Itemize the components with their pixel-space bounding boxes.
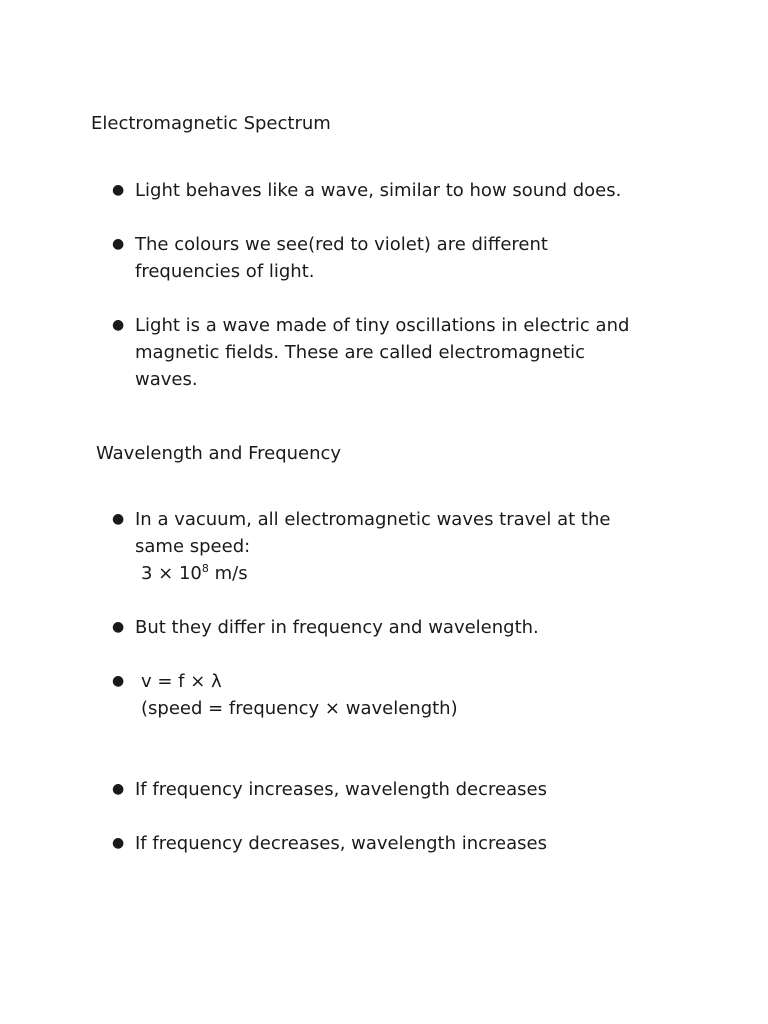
bullet-icon: ●: [112, 619, 125, 635]
list-item: [0, 830, 768, 857]
speed-of-light-value: [135, 560, 658, 587]
bullet-icon: ●: [112, 835, 125, 851]
list-item-text: But they differ in frequency and wavelength.: [135, 617, 539, 638]
bullet-icon: ●: [112, 511, 125, 527]
section-heading-electromagnetic-spectrum: Electromagnetic Spectrum: [91, 113, 331, 134]
list-item: [0, 506, 768, 587]
list-item: [0, 177, 768, 204]
wave-equation-explanation: (speed = frequency × wavelength): [141, 698, 458, 719]
list-item: [0, 668, 768, 722]
list-item-text: In a vacuum, all electromagnetic waves travel at the: [135, 509, 611, 530]
list-item-text: The colours we see(red to violet) are different: [135, 234, 548, 255]
section-heading-wavelength-frequency: Wavelength and Frequency: [96, 443, 342, 464]
list-item-text: waves.: [135, 369, 198, 390]
list-item-text: magnetic fields. These are called electromagnetic: [135, 342, 585, 363]
list-item-text: If frequency decreases, wavelength increases: [135, 833, 547, 854]
bullet-icon: ●: [112, 236, 125, 252]
speed-base: 3 × 10: [141, 563, 202, 584]
list-item-text: same speed:: [135, 536, 251, 557]
list-item-text: If frequency increases, wavelength decreases: [135, 779, 547, 800]
bullet-list-wavelength-frequency: [0, 506, 768, 884]
list-item: [0, 231, 768, 285]
bullet-list-electromagnetic-spectrum: [0, 177, 768, 420]
list-item-text: frequencies of light.: [135, 261, 315, 282]
bullet-icon: ●: [112, 182, 125, 198]
list-item: [0, 312, 768, 393]
bullet-icon: ●: [112, 673, 125, 689]
list-item: [0, 776, 768, 803]
speed-exponent: 8: [201, 562, 209, 575]
list-item: [0, 614, 768, 641]
bullet-icon: ●: [112, 781, 125, 797]
bullet-icon: ●: [112, 317, 125, 333]
list-item-text: Light is a wave made of tiny oscillations in electric and: [135, 315, 630, 336]
list-item-text: Light behaves like a wave, similar to how sound does.: [135, 180, 622, 201]
speed-unit: m/s: [208, 563, 248, 584]
wave-equation: v = f × λ: [141, 671, 222, 692]
